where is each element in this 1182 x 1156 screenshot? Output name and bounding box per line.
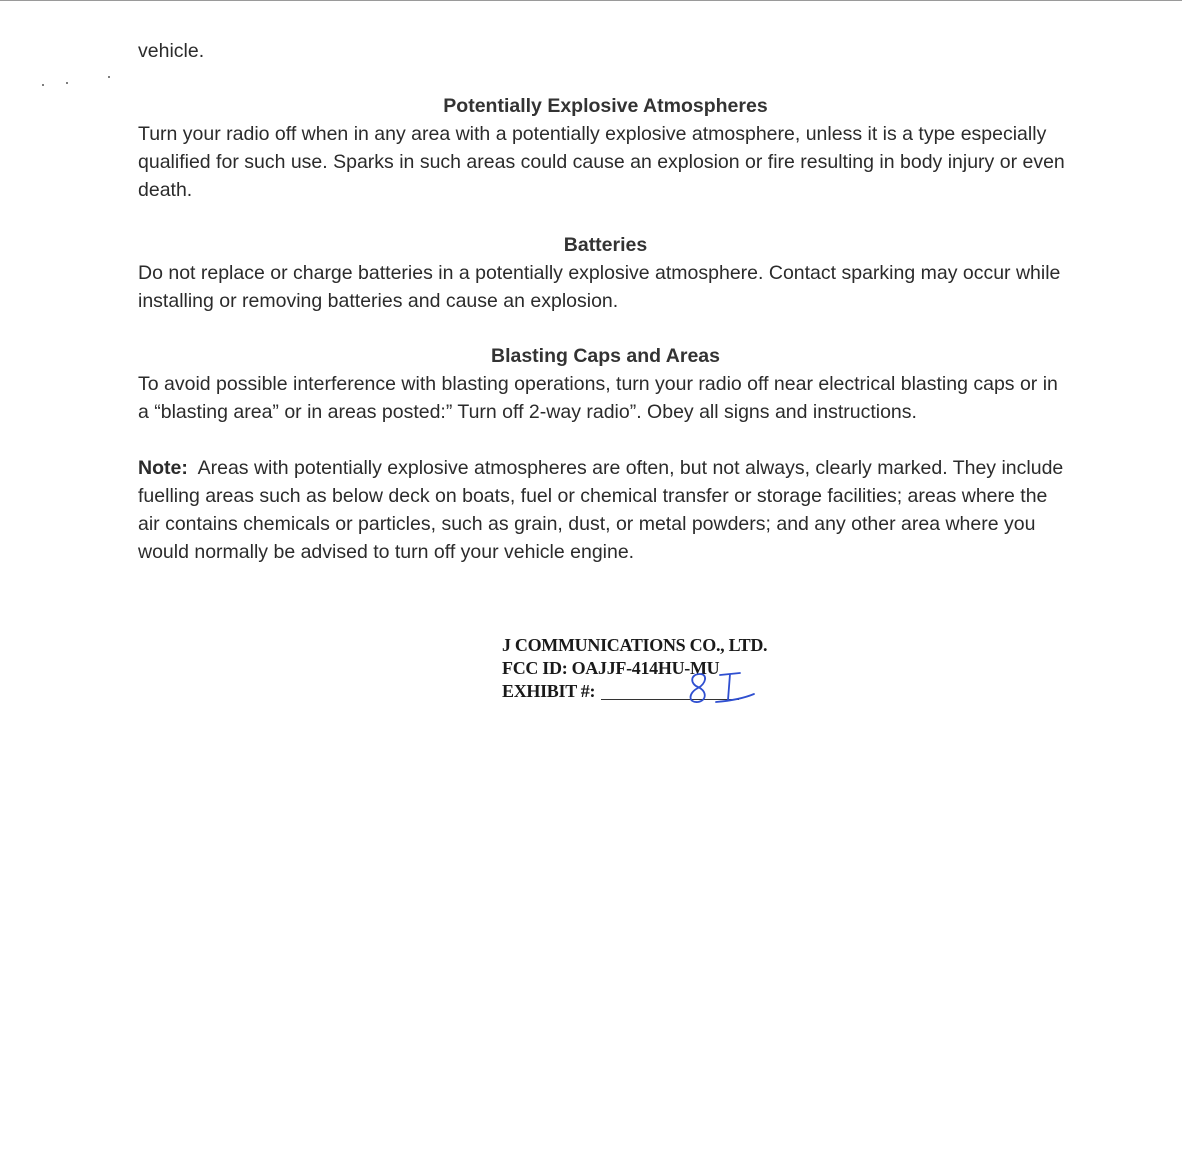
document-page	[138, 37, 1073, 566]
section-body: Turn your radio off when in any area with a potentially explosive atmosphere, unless it is a type especially qualified for such use. Sparks in such areas could cause an explosion or fire resulting in body injury or even death.	[138, 123, 1065, 201]
section-body: Do not replace or charge batteries in a potentially explosive atmosphere. Contact sparking may occur while installing or removing batteries and cause an explosion.	[138, 262, 1061, 312]
section-body: To avoid possible interference with blasting operations, turn your radio off near electrical blasting caps or in a “blasting area” or in areas posted:” Turn off 2-way radio”. Obey all signs and instructions.	[138, 373, 1058, 423]
continuation-text: vehicle.	[138, 40, 205, 62]
page-top-rule	[0, 0, 1182, 1]
section-batteries	[138, 231, 1073, 315]
section-heading: Potentially Explosive Atmospheres	[443, 95, 768, 117]
exhibit-stamp	[502, 634, 822, 703]
scan-specks	[40, 74, 120, 88]
section-blasting-caps	[138, 342, 1073, 426]
section-explosive-atmospheres	[138, 92, 1073, 204]
fcc-id: FCC ID: OAJJF-414HU-MU	[502, 658, 720, 678]
section-heading: Blasting Caps and Areas	[490, 345, 720, 367]
section-heading: Batteries	[563, 234, 648, 256]
handwritten-exhibit-number	[676, 666, 766, 710]
note-text: Areas with potentially explosive atmospheres are often, but not always, clearly marked. They include fuelling areas such as below deck on boats, fuel or chemical transfer or storage facilities; areas where the air contains chemicals or particles, such as grain, dust, or metal powders; and any other area where you would normally be advised to turn off your vehicle engine.	[138, 457, 1064, 563]
company-name: J COMMUNICATIONS CO., LTD.	[502, 635, 768, 655]
exhibit-label: EXHIBIT #:	[502, 681, 596, 701]
exhibit-line	[502, 680, 822, 703]
note-paragraph	[138, 454, 1073, 566]
note-label: Note:	[138, 457, 188, 479]
